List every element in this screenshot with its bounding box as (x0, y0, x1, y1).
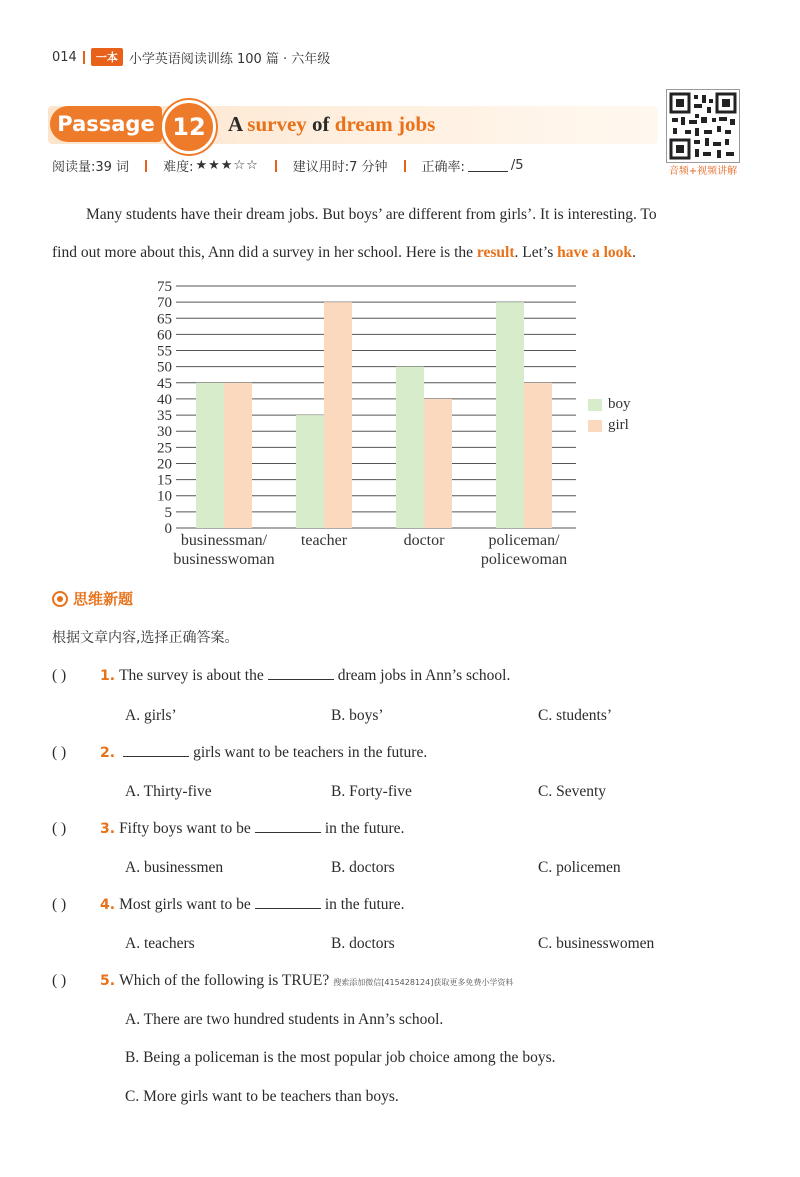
watermark-note: 搜索添加微信[415428124]获取更多免费小学资料 (333, 978, 514, 987)
answer-blank (255, 896, 321, 909)
page-header (52, 46, 330, 68)
x-category-label: businesswoman (173, 551, 275, 568)
question-text: The survey is about the (119, 667, 264, 684)
bar-girl (424, 399, 452, 528)
legend-label-boy: boy (608, 396, 631, 412)
option-b[interactable]: B. doctors (331, 859, 395, 876)
bar-girl (524, 383, 552, 528)
word-count: 阅读量:39 词 (52, 160, 130, 175)
question-number: 4. (100, 897, 116, 913)
para2-start: find out more about this, Ann did a survey in her school. Here is the (52, 244, 477, 261)
title-word-a: A (228, 112, 243, 136)
legend-item-boy (588, 394, 631, 415)
passage-paragraph-2 (52, 234, 742, 272)
highlight-have-a-look: have a look (557, 244, 633, 261)
para2-end: . (632, 244, 636, 261)
answer-bracket[interactable]: ( ) (52, 820, 67, 837)
chart-legend (588, 394, 631, 436)
y-tick-label: 65 (157, 311, 172, 328)
y-tick-label: 5 (164, 504, 172, 521)
y-tick-label: 55 (157, 343, 172, 360)
answer-blank (123, 744, 189, 757)
y-tick-label: 15 (157, 472, 172, 489)
question-text: Fifty boys want to be (119, 820, 251, 837)
legend-label-girl: girl (608, 417, 629, 433)
y-tick-label: 60 (157, 327, 172, 344)
y-tick-label: 45 (157, 375, 172, 392)
page-number: 014 (52, 49, 77, 65)
y-tick-label: 20 (157, 456, 172, 473)
option-a[interactable]: A. businessmen (125, 859, 224, 876)
question-text: Which of the following is TRUE? (119, 972, 330, 989)
question-5 (52, 972, 513, 990)
book-title: 小学英语阅读训练 100 篇 · 六年级 (128, 51, 331, 67)
y-tick-label: 25 (157, 440, 172, 457)
option-c[interactable]: C. More girls want to be teachers than boys. (125, 1088, 399, 1105)
option-a[interactable]: A. There are two hundred students in Ann’s school. (125, 1011, 444, 1028)
option-c[interactable]: C. businesswomen (538, 935, 655, 952)
answer-bracket[interactable]: ( ) (52, 972, 67, 989)
meta-divider (275, 160, 277, 172)
question-1 (52, 667, 510, 685)
qr-caption: 音频+视频讲解 (668, 166, 738, 177)
y-tick-label: 75 (157, 279, 172, 295)
title-word-of: of (312, 112, 330, 136)
highlight-result: result (476, 244, 515, 261)
option-a[interactable]: A. teachers (125, 935, 195, 952)
y-tick-label: 10 (157, 488, 172, 505)
para2-mid: . Let’s (514, 244, 558, 261)
suggested-time: 建议用时:7 分钟 (292, 160, 388, 175)
legend-swatch-boy (588, 399, 602, 411)
option-c[interactable]: C. Seventy (538, 783, 607, 800)
passage-paragraph-1: Many students have their dream jobs. But boys’ are different from girls’. It is interesting. To (86, 206, 657, 223)
qr-code-icon (667, 90, 739, 162)
y-tick-label: 35 (157, 408, 172, 425)
x-category-label: teacher (300, 532, 348, 549)
qr-code[interactable] (666, 89, 740, 163)
question-number: 5. (100, 973, 116, 989)
difficulty-label: 难度: (163, 160, 194, 175)
legend-swatch-girl (588, 420, 602, 432)
option-a[interactable]: A. girls’ (125, 707, 177, 724)
answer-bracket[interactable]: ( ) (52, 744, 67, 761)
brand-logo: 一本 (91, 48, 123, 66)
passage-number: 12 (162, 100, 216, 154)
y-tick-label: 50 (157, 359, 172, 376)
bar-boy (396, 367, 424, 528)
meta-divider (145, 160, 147, 172)
section-title-text: 思维新题 (73, 590, 134, 608)
bar-boy (196, 383, 224, 528)
bar-boy (296, 415, 324, 528)
header-divider (83, 51, 85, 64)
option-c[interactable]: C. students’ (538, 707, 613, 724)
question-text: girls want to be teachers in the future. (193, 744, 428, 761)
answer-bracket[interactable]: ( ) (52, 667, 67, 684)
passage-label: Passage (50, 106, 162, 142)
x-category-label: businessman/ (180, 532, 268, 549)
question-number: 2. (100, 745, 116, 761)
option-b[interactable]: B. Forty-five (331, 783, 412, 800)
bar-boy (496, 302, 524, 528)
question-4 (52, 896, 404, 914)
x-category-label: policeman/ (488, 532, 560, 549)
option-b[interactable]: B. Being a policeman is the most popular job choice among the boys. (125, 1049, 556, 1066)
y-tick-label: 30 (157, 424, 172, 441)
survey-bar-chart (140, 278, 590, 573)
instructions: 根据文章内容,选择正确答案。 (52, 630, 239, 646)
question-text: Most girls want to be (119, 896, 251, 913)
passage-title (228, 112, 435, 137)
bar-girl (324, 302, 352, 528)
accuracy-total: /5 (510, 158, 524, 173)
question-text: in the future. (324, 820, 405, 837)
legend-item-girl (588, 415, 631, 436)
question-2 (52, 744, 427, 762)
accuracy-label: 正确率: (421, 160, 465, 175)
answer-blank (268, 667, 334, 680)
answer-blank (255, 820, 321, 833)
question-text: dream jobs in Ann’s school. (337, 667, 511, 684)
option-c[interactable]: C. policemen (538, 859, 621, 876)
y-tick-label: 0 (164, 521, 172, 537)
lightbulb-icon (52, 591, 68, 607)
option-a[interactable]: A. Thirty-five (125, 783, 212, 800)
answer-bracket[interactable]: ( ) (52, 896, 67, 913)
title-word-dream-jobs: dream jobs (334, 112, 436, 136)
section-title (52, 588, 133, 609)
question-number: 1. (100, 668, 116, 684)
bar-girl (224, 383, 252, 528)
y-tick-label: 70 (157, 295, 172, 312)
x-category-label: doctor (403, 532, 445, 549)
option-b[interactable]: B. boys’ (331, 707, 384, 724)
y-tick-label: 40 (157, 391, 172, 408)
question-text: in the future. (324, 896, 405, 913)
question-number: 3. (100, 821, 116, 837)
x-category-label: policewoman (480, 551, 568, 568)
accuracy-blank[interactable] (468, 159, 508, 172)
meta-divider (404, 160, 406, 172)
difficulty-stars-icon: ★★★☆☆ (195, 158, 259, 173)
question-3 (52, 820, 404, 838)
option-b[interactable]: B. doctors (331, 935, 395, 952)
reading-meta (52, 156, 524, 175)
title-word-survey: survey (247, 112, 307, 136)
